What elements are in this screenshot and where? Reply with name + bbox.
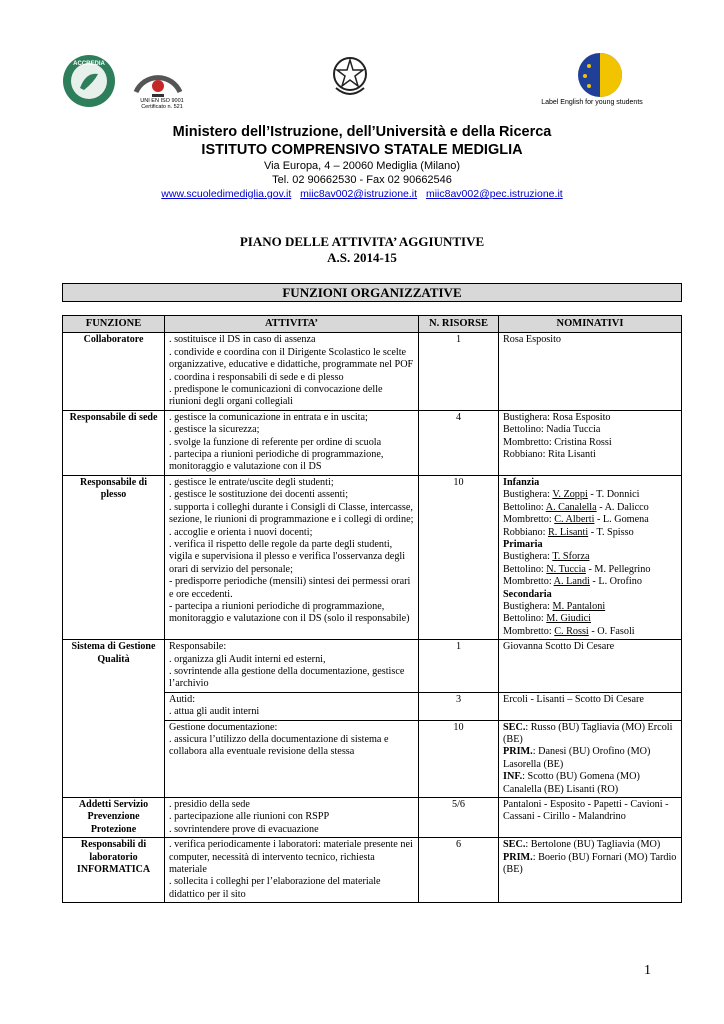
nominativo: Giovanna Scotto Di Cesare bbox=[503, 641, 615, 653]
school-address: Via Europa, 4 – 20060 Mediglia (Milano) bbox=[263, 160, 461, 172]
english-label-text: Label English for young students bbox=[541, 99, 643, 106]
school-phone: Tel. 02 90662530 - Fax 02 90662546 bbox=[272, 174, 452, 186]
nominativi-cell bbox=[499, 640, 682, 693]
table-row bbox=[63, 333, 682, 410]
attivita-cell bbox=[165, 640, 419, 693]
attivita-line: . gestisce la sicurezza; bbox=[169, 424, 260, 436]
attivita-line: . partecipa a riunioni periodiche di programmazione, monitoraggio e valutazione con il DS bbox=[169, 449, 384, 473]
table-row bbox=[63, 640, 682, 693]
attivita-cell bbox=[165, 798, 419, 838]
attivita-line: . verifica il rispetto delle regole da parte degli studenti, vigila e supervisiona il plesso e verifica l'osservanza degli orari di servizio del personale; bbox=[169, 538, 406, 575]
attivita-line: . predispone le comunicazioni di convocazione delle riunioni degli organi collegiali bbox=[169, 384, 383, 408]
attivita-cell bbox=[165, 410, 419, 475]
attivita-line: - partecipa a riunioni periodiche di programmazione, monitoraggio e valutazione con il DS (solo il responsabile) bbox=[169, 600, 410, 625]
attivita-line: . condivide e coordina con il Dirigente Scolastico le scelte organizzative, educative e didattiche, programmate nel POF bbox=[169, 346, 414, 371]
nominativo: Bustighera: M. Pantaloni bbox=[503, 600, 606, 612]
attivita-line: . svolge la funzione di referente per ordine di scuola bbox=[169, 436, 382, 448]
risorse-cell: 10 bbox=[419, 720, 499, 797]
attivita-line: . gestisce la comunicazione in entrata e in uscita; bbox=[169, 411, 368, 423]
email-link[interactable]: miic8av002@istruzione.it bbox=[300, 188, 418, 200]
attivita-cell bbox=[165, 692, 419, 720]
cert-line: Certificato n. 521 bbox=[141, 104, 183, 110]
funzione-cell: Responsabile di plesso bbox=[63, 475, 165, 639]
nominativo: Bustighera: Rosa Esposito bbox=[503, 411, 611, 423]
website-link[interactable]: www.scuoledimediglia.gov.it bbox=[161, 188, 292, 200]
attivita-line: . sostituisce il DS in caso di assenza bbox=[169, 334, 316, 346]
funzione-cell: Collaboratore bbox=[63, 333, 165, 410]
funzione-cell: Addetti Servizio Prevenzione Protezione bbox=[63, 798, 165, 838]
school-year: A.S. 2014-15 bbox=[327, 250, 397, 265]
attivita-cell bbox=[165, 333, 419, 410]
nominativo: Bettolino: M. Giudici bbox=[503, 613, 592, 625]
attivita-line: - predisporre periodiche (mensili) sintesi dei permessi orari e ore eccedenti. bbox=[169, 576, 411, 600]
column-header-attivita: ATTIVITA’ bbox=[165, 316, 419, 333]
nominativi-cell bbox=[499, 838, 682, 903]
nominativi-cell bbox=[499, 410, 682, 475]
attivita-line: . gestisce le entrate/uscite degli studenti; bbox=[169, 476, 334, 488]
attivita-line: . gestisce le sostituzione dei docenti assenti; bbox=[169, 489, 349, 501]
nominativo: SEC.: Russo (BU) Tagliavia (MO) Ercoli (BE) bbox=[503, 721, 673, 745]
ministry-name: Ministero dell’Istruzione, dell’Università e della Ricerca bbox=[172, 124, 552, 140]
column-header-risorse: N. RISORSE bbox=[419, 316, 499, 333]
nominativi-cell bbox=[499, 692, 682, 720]
risorse-cell: 3 bbox=[419, 692, 499, 720]
risorse-cell: 10 bbox=[419, 475, 499, 639]
risorse-cell: 6 bbox=[419, 838, 499, 903]
attivita-cell bbox=[165, 838, 419, 903]
attivita-line: Gestione documentazione: bbox=[169, 721, 278, 733]
attivita-cell bbox=[165, 475, 419, 639]
column-header-nominativi: NOMINATIVI bbox=[499, 316, 682, 333]
nominativo: Bustighera: V. Zoppi - T. Donnici bbox=[503, 489, 640, 501]
logo-bar bbox=[0, 48, 724, 113]
republic-emblem bbox=[330, 54, 370, 100]
attivita-line: Responsabile: bbox=[169, 641, 227, 653]
nominativo: Bettolino: N. Tuccia - M. Pellegrino bbox=[503, 563, 651, 575]
funzione-cell: Responsabile di sede bbox=[63, 410, 165, 475]
nominativo: Rosa Esposito bbox=[503, 334, 562, 346]
risorse-cell: 1 bbox=[419, 333, 499, 410]
table-row bbox=[63, 410, 682, 475]
pec-email-link[interactable]: miic8av002@pec.istruzione.it bbox=[425, 188, 563, 200]
nominativo: PRIM.: Danesi (BU) Orofino (MO) Lasorella (BE) bbox=[503, 746, 651, 770]
attivita-line: . verifica periodicamente i laboratori: materiale presente nei computer, necessità di intervento tecnico, richiesta materiale bbox=[169, 839, 413, 876]
nominativo: Robbiano: R. Lisanti - T. Spisso bbox=[503, 526, 634, 538]
nominativi-cell bbox=[499, 333, 682, 410]
level-label: Secondaria bbox=[503, 588, 552, 600]
attivita-line: . organizza gli Audit interni ed esterni, bbox=[169, 653, 326, 665]
attivita-line: . assicura l’utilizzo della documentazione di sistema e collabora alla eventuale revisione della stessa bbox=[169, 734, 389, 758]
risorse-cell: 4 bbox=[419, 410, 499, 475]
nominativo: Mombretto: A. Landi - L. Orofino bbox=[503, 576, 642, 588]
attivita-line: . sollecita i colleghi per l’elaborazione del materiale didattico per il sito bbox=[169, 876, 381, 900]
plan-title: PIANO DELLE ATTIVITA’ AGGIUNTIVE bbox=[239, 234, 485, 249]
attivita-line: . presidio della sede bbox=[169, 799, 250, 811]
column-header-funzione: FUNZIONE bbox=[63, 316, 165, 333]
funzione-cell: Responsabili di laboratorio INFORMATICA bbox=[63, 838, 165, 903]
attivita-line: Autid: bbox=[169, 693, 196, 705]
nominativo: Ercoli - Lisanti – Scotto Di Cesare bbox=[503, 693, 644, 705]
risorse-cell: 5/6 bbox=[419, 798, 499, 838]
nominativo: Mombretto: C. Alberti - L. Gomena bbox=[503, 514, 649, 526]
level-label: Infanzia bbox=[503, 476, 540, 488]
table-row bbox=[63, 838, 682, 903]
attivita-cell bbox=[165, 720, 419, 797]
nominativo: INF.: Scotto (BU) Gomena (MO) Canalella (BE) Lisanti (RO) bbox=[503, 771, 640, 795]
nominativi-cell bbox=[499, 475, 682, 639]
nominativo: PRIM.: Boerio (BU) Fornari (MO) Tardio (BE) bbox=[503, 851, 677, 876]
nominativo: Bustighera: T. Sforza bbox=[503, 551, 590, 563]
attivita-line: . attua gli audit interni bbox=[169, 706, 260, 718]
page-number: 1 bbox=[644, 963, 651, 978]
attivita-line: . sovrintendere prove di evacuazione bbox=[169, 823, 319, 835]
document-header bbox=[0, 123, 724, 201]
certification-text bbox=[127, 98, 197, 110]
contact-links bbox=[0, 187, 724, 201]
risorse-cell: 1 bbox=[419, 640, 499, 693]
nominativo: Pantaloni - Esposito - Papetti - Cavioni - Cassani - Cirillo - Malandrino bbox=[503, 799, 669, 823]
nominativo: Robbiano: Rita Lisanti bbox=[503, 449, 596, 461]
nominativo: Mombretto: Cristina Rossi bbox=[503, 436, 612, 448]
plan-title-block bbox=[0, 234, 724, 266]
attivita-line: . partecipazione alle riunioni con RSPP bbox=[169, 811, 330, 823]
attivita-line: . coordina i responsabili di sede e di plesso bbox=[169, 371, 344, 383]
accredia-text: ACCREDIA bbox=[73, 61, 105, 67]
attivita-line: . sovrintende alla gestione della documentazione, gestisce l’archivio bbox=[169, 665, 405, 690]
school-name: ISTITUTO COMPRENSIVO STATALE MEDIGLIA bbox=[201, 142, 523, 158]
nominativo: Bettolino: A. Canalella - A. Dalicco bbox=[503, 501, 649, 513]
nominativi-cell bbox=[499, 720, 682, 797]
level-label: Primaria bbox=[503, 538, 543, 550]
nominativo: Bettolino: Nadia Tuccia bbox=[503, 424, 601, 436]
nominativo: Mombretto: C. Rossi - O. Fasoli bbox=[503, 625, 635, 637]
table-row bbox=[63, 798, 682, 838]
section-title: FUNZIONI ORGANIZZATIVE bbox=[62, 283, 682, 302]
attivita-line: . supporta i colleghi durante i Consigli di Classe, intercasse, sezione, le riunioni di programmazione e i collegi di ordine; bbox=[169, 501, 414, 526]
cert-line: UNI EN ISO 9001 bbox=[140, 98, 184, 104]
funzione-cell: Sistema di Gestione Qualità bbox=[63, 640, 165, 798]
english-label-logo bbox=[575, 52, 625, 98]
accredia-logo bbox=[62, 54, 116, 108]
nominativo: SEC.: Bertolone (BU) Tagliavia (MO) bbox=[503, 839, 661, 851]
table-row bbox=[63, 475, 682, 639]
table-header-row bbox=[63, 316, 682, 333]
attivita-line: . accoglie e orienta i nuovi docenti; bbox=[169, 526, 313, 538]
functions-table bbox=[62, 315, 682, 903]
nominativi-cell bbox=[499, 798, 682, 838]
